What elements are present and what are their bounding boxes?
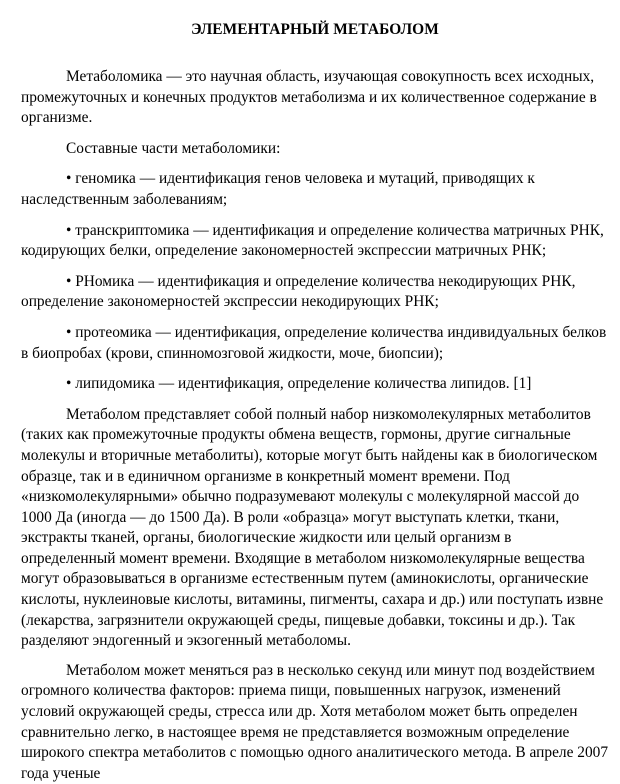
list-lead: Составные части метаболомики:	[66, 139, 281, 157]
list-item-proteomics: • протеомика — идентификация, определение количества индивидуальных белков в биопробах (крови, спинномозговой жидкости, моче, биопсии);	[21, 323, 607, 362]
body-paragraph-variability: Метаболом может меняться раз в несколько секунд или минут под воздействием огромного количества факторов: приема пищи, повышенных нагрузок, изменений условий окружающей среды, стресса или др. Хотя метаболом может быть определен сравнительно легко, в настоящее время не представляется возможным определение широкого спектра метаболитов с помощью одного аналитического метода. В апреле 2007 года ученые	[21, 661, 609, 782]
list-item-transcriptomics: • транскриптомика — идентификация и определение количества матричных РНК, кодирующих белки, определение закономерностей экспрессии матричных РНК;	[21, 221, 604, 260]
document-page	[21, 0, 609, 784]
list-item-lipidomics: • липидомика — идентификация, определение количества липидов. [1]	[66, 375, 532, 393]
list-item-genomics: • геномика — идентификация генов человека и мутаций, приводящих к наследственным заболеваниям;	[21, 170, 535, 208]
list-item-rnomics: • РНомика — идентификация и определение количества некодирующих РНК, определение закономерностей экспрессии некодирующих РНК;	[21, 272, 576, 311]
body-paragraph-metabolome: Метаболом представляет собой полный набор низкомолекулярных метаболитов (таких как промежуточные продукты обмена веществ, гормоны, другие сигнальные молекулы и вторичные метаболиты), которые могут быть найдены как в биологическом образце, так и в единичном организме в конкретный момент времени. Под «низкомолекулярными» обычно подразумевают молекулы с молекулярной массой до 1000 Да (иногда — до 1500 Да). В роли «образца» могут выступать клетки, ткани, экстракты тканей, органы, биологические жидкости или целый организм в определенный момент времени. Входящие в метаболом низкомолекулярные вещества могут образовываться в организме естественным путем (аминокислоты, органические кислоты, нуклеиновые кислоты, витамины, пигменты, сахара и др.) или поступать извне (лекарства, загрязнители окружающей среды, пищевые добавки, токсины и др.). Так разделяют эндогенный и экзогенный метаболомы.	[21, 405, 604, 650]
intro-paragraph: Метаболомика — это научная область, изучающая совокупность всех исходных, промежуточных и конечных продуктов метаболизма и их количественное содержание в организме.	[21, 68, 597, 127]
document-title: ЭЛЕМЕНТАРНЫЙ МЕТАБОЛОМ	[191, 21, 439, 38]
